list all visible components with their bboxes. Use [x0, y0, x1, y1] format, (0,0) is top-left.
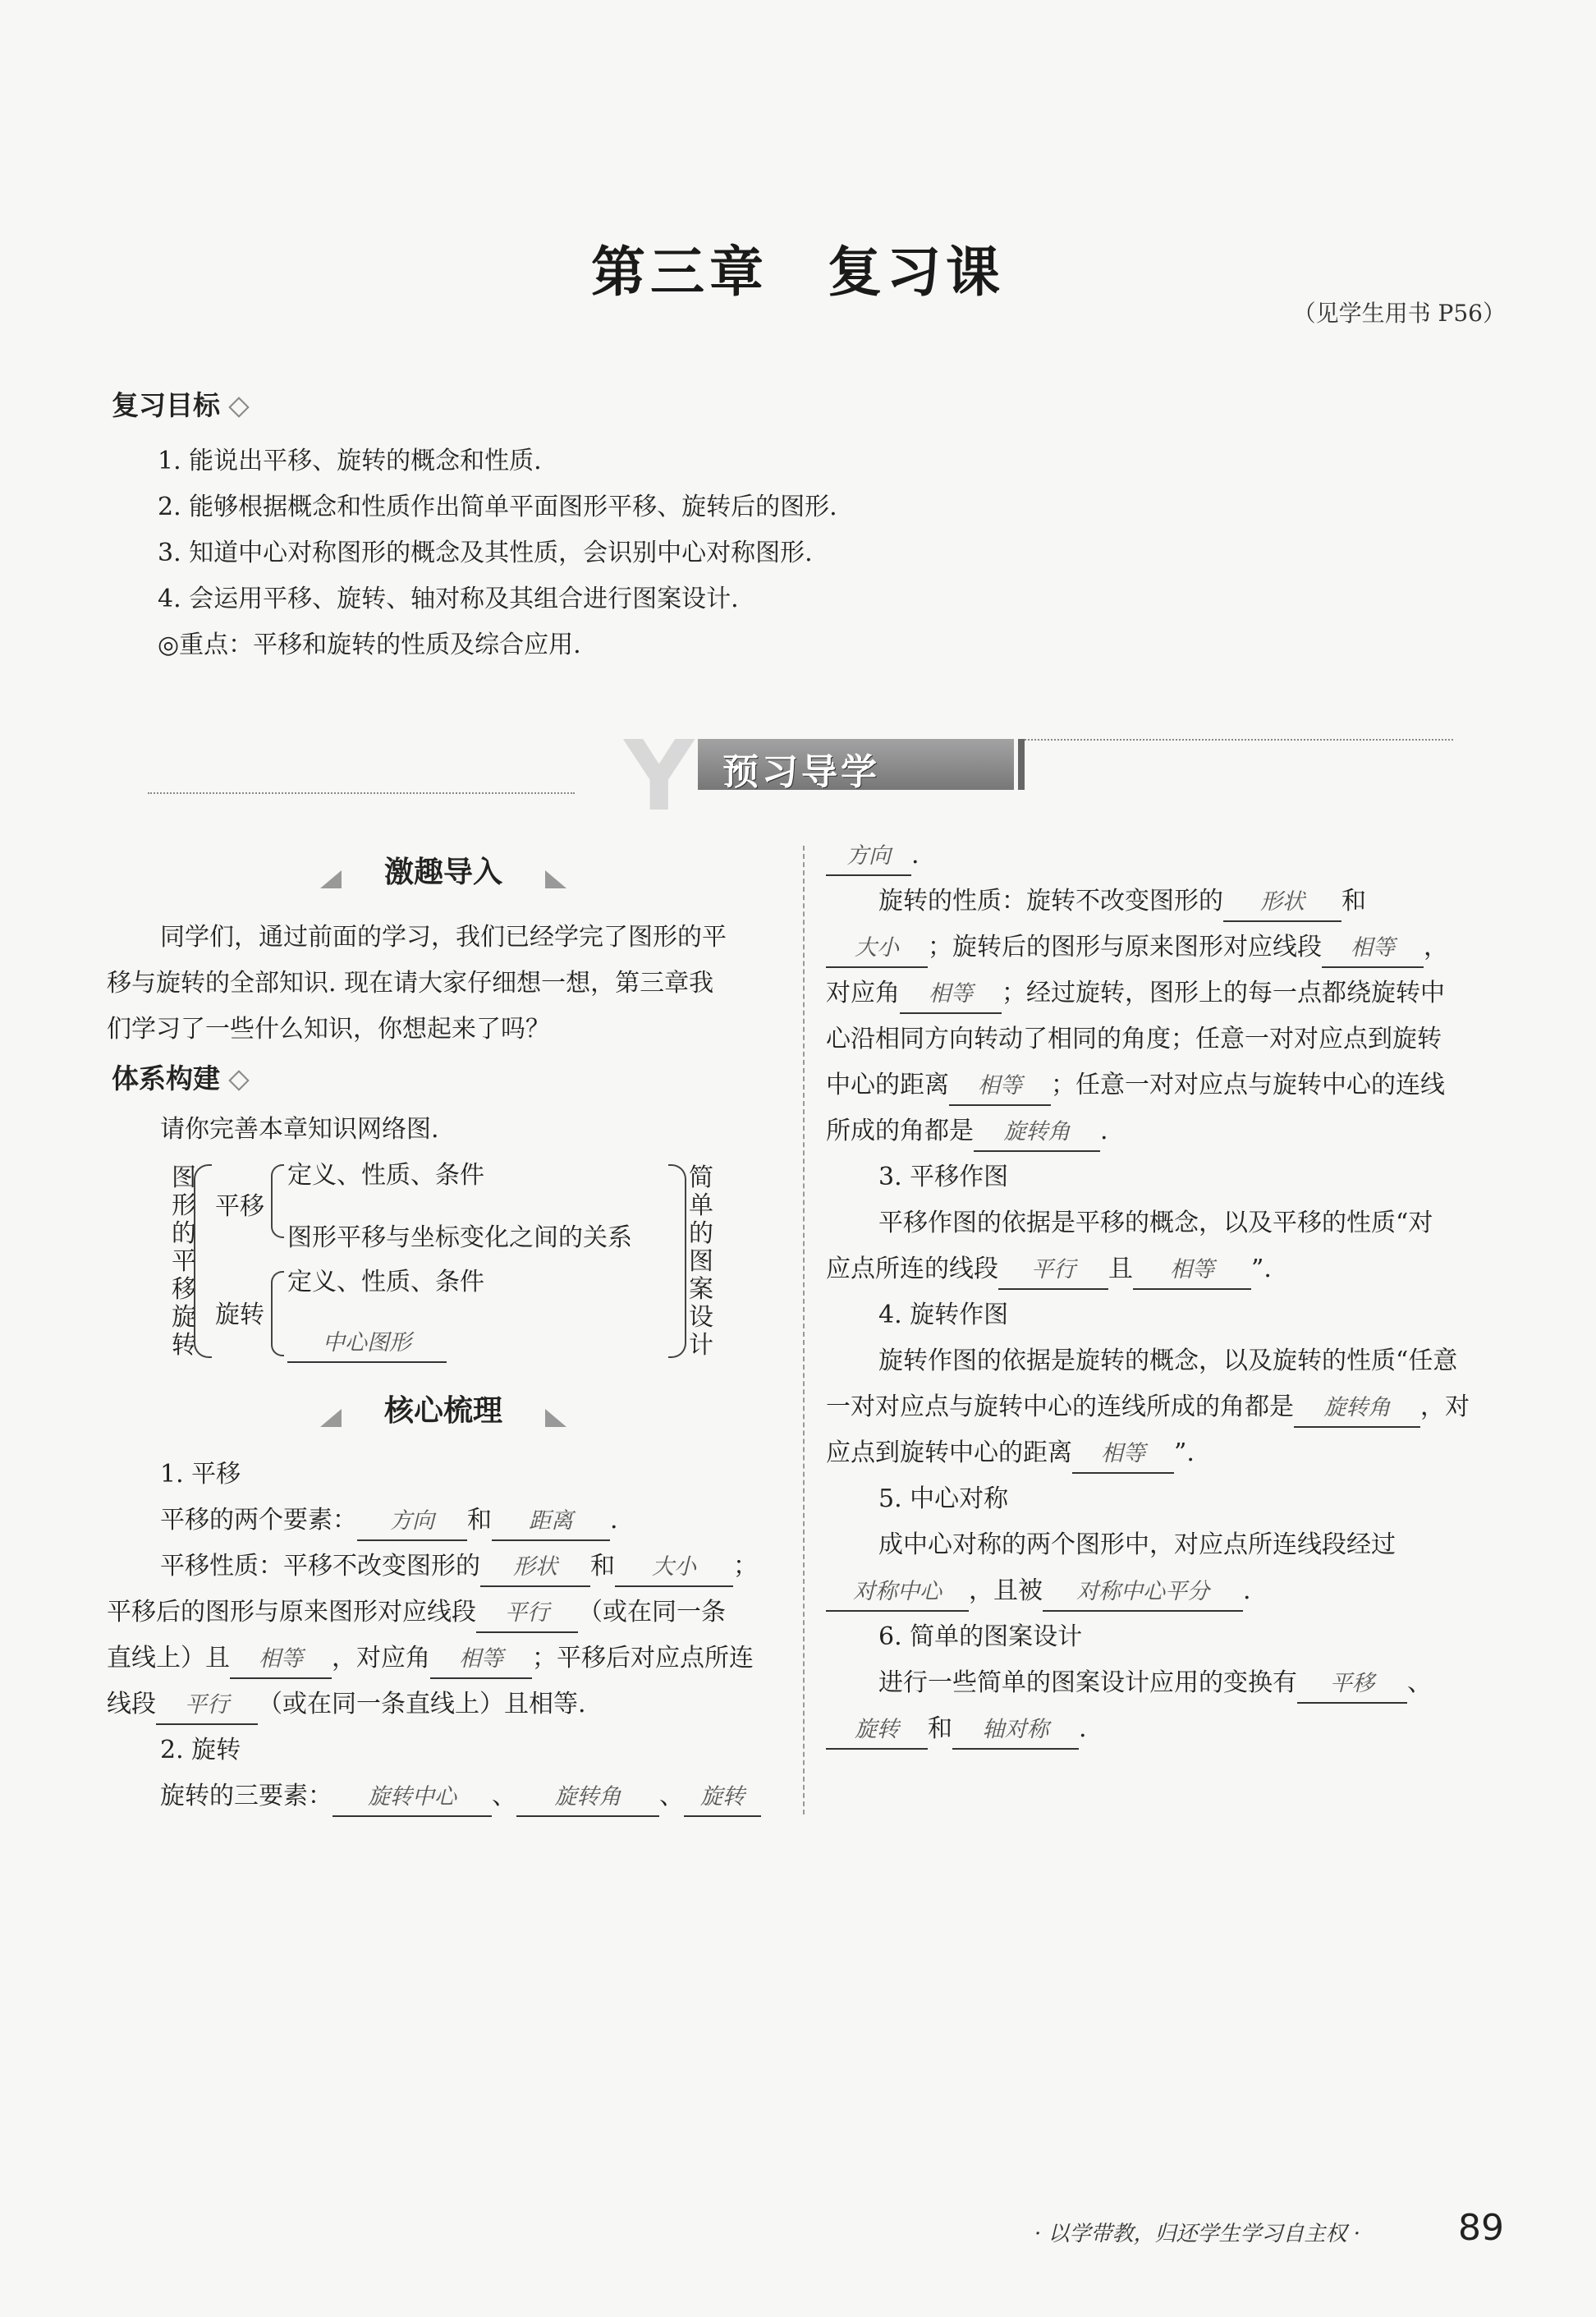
text: 、 [492, 1782, 516, 1810]
text: 进行一些简单的图案设计应用的变换有 [878, 1668, 1297, 1697]
student-book-reference: （见学生用书 P56） [1292, 300, 1506, 327]
section-title: 2. 旋转 [160, 1736, 241, 1764]
pattern-design [826, 1706, 1087, 1752]
map-translation-def: 定义、性质、条件 [287, 1161, 484, 1190]
blank-answer: 旋转角 [1294, 1390, 1420, 1428]
rotation-property [878, 879, 1366, 925]
intro-line: 同学们，通过前面的学习，我们已经学完了图形的平 [160, 923, 727, 952]
rotation-property [826, 970, 1445, 1016]
text: 应点所连的线段 [826, 1255, 998, 1283]
text: ， [1424, 933, 1448, 961]
rotation-drawing [826, 1384, 1470, 1430]
text: . [1243, 1576, 1251, 1605]
blank-answer: 形状 [480, 1549, 590, 1587]
central-symmetry: 成中心对称的两个图形中，对应点所连线段经过 [878, 1530, 1396, 1559]
rotation-direction [826, 833, 920, 879]
diamond-icon [228, 397, 249, 417]
text: ；平移后对应点所连 [532, 1644, 754, 1672]
text: 和 [467, 1506, 492, 1535]
blank-answer: 平移 [1297, 1666, 1407, 1704]
blank-answer: 相等 [1072, 1436, 1174, 1474]
text: 、 [1407, 1668, 1432, 1697]
column-divider [803, 846, 805, 1815]
rotation-drawing [826, 1430, 1195, 1476]
page-title: 第三章 复习课 [591, 241, 1005, 304]
structure-heading [112, 1058, 246, 1096]
text: （或在同一条 [578, 1598, 726, 1626]
rotation-elements [160, 1773, 761, 1819]
text: ；任意一对对应点与旋转中心的连线 [1051, 1071, 1445, 1099]
blank-answer: 中心图形 [287, 1325, 447, 1363]
banner-rule-left [148, 792, 575, 794]
blank-answer: 旋转 [684, 1779, 761, 1817]
footer-motto: · 以学带教，归还学生学习自主权 · [1034, 2222, 1361, 2246]
pattern-design [878, 1660, 1432, 1706]
map-rotation-def: 定义、性质、条件 [287, 1268, 484, 1296]
blank-answer: 方向 [826, 838, 911, 876]
goal-item: 3. 知道中心对称图形的概念及其性质，会识别中心对称图形. [158, 539, 813, 567]
text: . [911, 841, 920, 869]
blank-answer: 对称中心 [826, 1574, 969, 1612]
text: 对应角 [826, 979, 900, 1007]
translation-elements [160, 1498, 618, 1544]
section-title: 5. 中心对称 [878, 1484, 1009, 1513]
section-title: 3. 平移作图 [878, 1163, 1009, 1191]
text: ”. [1251, 1255, 1272, 1283]
triangle-icon [545, 870, 566, 888]
blank-answer: 大小 [826, 930, 928, 968]
blank-answer: 平行 [156, 1687, 258, 1725]
text: 平移后的图形与原来图形对应线段 [107, 1598, 476, 1626]
text: ，对 [1420, 1392, 1470, 1421]
map-translation-coords: 图形平移与坐标变化之间的关系 [287, 1223, 632, 1252]
text: 平移的两个要素： [160, 1506, 357, 1535]
text: 旋转的三要素： [160, 1782, 332, 1810]
map-brace-rotation [271, 1271, 284, 1356]
translation-property [107, 1636, 754, 1682]
translation-drawing [826, 1246, 1272, 1292]
page-number: 89 [1458, 2207, 1504, 2249]
rotation-drawing: 旋转作图的依据是旋转的概念，以及旋转的性质“任意 [878, 1347, 1458, 1375]
key-point: ◎重点：平移和旋转的性质及综合应用. [158, 631, 581, 659]
goal-item: 4. 会运用平移、旋转、轴对称及其组合进行图案设计. [158, 585, 739, 613]
translation-property [107, 1682, 586, 1727]
banner-letter: Y [624, 719, 695, 833]
blank-answer: 大小 [615, 1549, 733, 1587]
structure-heading-text: 体系构建 [112, 1062, 220, 1094]
blank-answer: 相等 [1133, 1252, 1251, 1290]
banner-end [1018, 739, 1025, 790]
text: ，对应角 [332, 1644, 430, 1672]
rotation-property: 心沿相同方向转动了相同的角度；任意一对对应点到旋转 [826, 1025, 1442, 1053]
text: ；经过旋转，图形上的每一点都绕旋转中 [1002, 979, 1445, 1007]
text: （或在同一条直线上）且相等. [258, 1690, 586, 1718]
banner-title: 预习导学 [722, 751, 880, 793]
blank-answer: 旋转角 [974, 1114, 1100, 1152]
blank-answer: 对称中心平分 [1043, 1574, 1243, 1612]
triangle-icon [320, 870, 342, 888]
blank-answer: 平行 [476, 1595, 578, 1633]
text: 所成的角都是 [826, 1117, 974, 1145]
blank-answer: 距离 [492, 1503, 610, 1541]
triangle-icon [320, 1409, 342, 1427]
map-branch-rotation: 旋转 [215, 1301, 264, 1329]
blank-answer: 相等 [900, 976, 1002, 1014]
text: ；旋转后的图形与原来图形对应线段 [928, 933, 1322, 961]
text: . [1100, 1117, 1108, 1145]
text: 一对对应点与旋转中心的连线所成的角都是 [826, 1392, 1294, 1421]
rotation-property [826, 1062, 1445, 1108]
text: 线段 [107, 1690, 156, 1718]
text: 且 [1108, 1255, 1133, 1283]
blank-answer: 旋转 [826, 1712, 928, 1750]
preview-banner [575, 719, 1026, 833]
text: ”. [1174, 1438, 1195, 1467]
structure-instruction: 请你完善本章知识网络图. [160, 1115, 439, 1144]
intro-line: 移与旋转的全部知识. 现在请大家仔细想一想，第三章我 [107, 969, 714, 998]
blank-answer: 平行 [998, 1252, 1108, 1290]
text: 、 [659, 1782, 684, 1810]
map-brace-translation [271, 1164, 284, 1238]
text: 中心的距离 [826, 1071, 949, 1099]
text: 平移性质：平移不改变图形的 [160, 1552, 480, 1581]
rotation-property [826, 925, 1448, 970]
section-title: 1. 平移 [160, 1460, 241, 1489]
text: 直线上）且 [107, 1644, 230, 1672]
blank-answer: 旋转角 [516, 1779, 659, 1817]
translation-drawing: 平移作图的依据是平移的概念，以及平移的性质“对 [878, 1209, 1433, 1237]
blank-answer: 轴对称 [952, 1712, 1079, 1750]
map-root: 图形的平移旋转 [172, 1163, 196, 1360]
review-goals-heading-text: 复习目标 [112, 389, 220, 421]
core-heading: 核心梳理 [383, 1394, 502, 1428]
text: . [1079, 1714, 1087, 1743]
blank-answer: 方向 [357, 1503, 467, 1541]
review-goals-heading [112, 384, 246, 423]
translation-property [107, 1590, 726, 1636]
section-title: 4. 旋转作图 [878, 1301, 1009, 1329]
banner-rule-right [1018, 739, 1453, 741]
text: ； [733, 1552, 758, 1581]
text: ，且被 [969, 1576, 1043, 1605]
diamond-icon [228, 1070, 249, 1090]
core-heading-box [320, 1388, 566, 1434]
map-rotation-blank-wrap [287, 1325, 447, 1363]
blank-answer: 相等 [430, 1641, 532, 1679]
blank-answer: 形状 [1223, 884, 1341, 922]
blank-answer: 相等 [1322, 930, 1424, 968]
blank-answer: 旋转中心 [332, 1779, 492, 1817]
goal-item: 2. 能够根据概念和性质作出简单平面图形平移、旋转后的图形. [158, 493, 837, 521]
intro-heading-box [320, 849, 566, 895]
section-title: 6. 简单的图案设计 [878, 1622, 1083, 1651]
triangle-icon [545, 1409, 566, 1427]
translation-property [160, 1544, 758, 1590]
map-right-brace [668, 1164, 686, 1358]
text: 和 [928, 1714, 952, 1743]
text: 和 [590, 1552, 615, 1581]
text: 应点到旋转中心的距离 [826, 1438, 1072, 1467]
map-left-brace [194, 1164, 212, 1358]
intro-line: 们学习了一些什么知识，你想起来了吗？ [107, 1015, 550, 1044]
blank-answer: 相等 [949, 1068, 1051, 1106]
map-right: 简单的图案设计 [689, 1163, 713, 1360]
text: . [610, 1506, 618, 1535]
intro-heading: 激趣导入 [383, 856, 502, 889]
goal-item: 1. 能说出平移、旋转的概念和性质. [158, 447, 542, 475]
text: 旋转的性质：旋转不改变图形的 [878, 887, 1223, 915]
blank-answer: 相等 [230, 1641, 332, 1679]
text: 和 [1341, 887, 1366, 915]
central-symmetry [826, 1568, 1251, 1614]
map-branch-translation: 平移 [215, 1192, 264, 1221]
rotation-property [826, 1108, 1108, 1154]
